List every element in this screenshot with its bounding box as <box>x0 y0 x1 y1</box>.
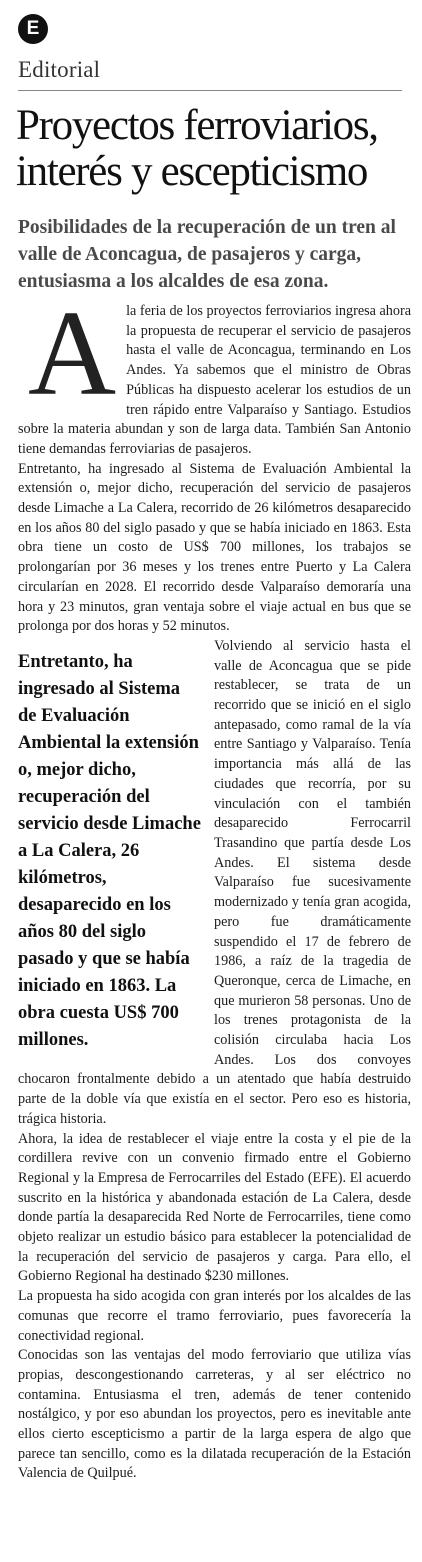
paragraph: Volviendo al servicio hasta el valle de Aconcagua que se pide restablecer, se trata de un recorrido que se inició en el siglo antepasado, como ramal de la vía entre Santiago y Valparaíso. Tenía importancia más allá de las ciudades que recorría, por su vinculación con el también desaparecido Ferrocarril Trasandino que partía desde Los Andes. El sistema desde Valparaíso fue sucesivamente modernizado y tenía gran acogida, pero fue dramáticamente suspendido el 17 de febrero de 1986, a raíz de la tragedia de Queronque, cerca de Limache, en que murieron 58 personas. Uno de los trenes protagonista de la colisión circulaba hacia Los Andes. Los dos convoyes chocaron frontalmente debido a un atentado que había destruido parte de la doble vía que existía en el sector. Pero eso es historia, trágica historia. <box>18 637 411 1127</box>
headline: Proyectos ferroviarios, interés y escepticismo <box>16 102 378 195</box>
subheadline: Posibilidades de la recuperación de un tren al valle de Aconcagua, de pasajeros y carga, entusiasma a los alcaldes de esa zona. <box>18 217 396 292</box>
paragraph: Conocidas son las ventajas del modo ferroviario que utiliza vías propias, descongestionando carreteras, y al ser eléctrico no contamina. Entusiasma el tren, además de tener contenido nostálgico, y por eso abundan los proyectos, pero es inevitable ante ellos cierto escepticismo a partir de la larga espera de algo que parece tan sencillo, como es la dilatada recuperación de la Estación Valencia de Quilpué. <box>18 1347 411 1482</box>
section-label: Editorial <box>18 57 101 82</box>
drop-cap: A <box>28 286 117 421</box>
paragraph: Ahora, la idea de restablecer el viaje entre la costa y el pie de la cordillera revive con un convenio firmado entre el Gobierno Regional y la Empresa de Ferrocarriles del Estado (EFE). El acuerdo suscrito en la histórica y abandonada estación de La Calera, desde donde partía la desaparecida Red Norte de Ferrocarriles, tiene como objeto realizar un estudio básico para establecer la potencialidad de la recuperación del servicio de pasajeros y carga. Para ello, el Gobierno Regional ha destinado $230 millones. <box>18 1130 411 1285</box>
pull-quote: Entretanto, ha ingresado al Sistema de Evaluación Ambiental la extensión o, mejor dicho, recuperación del servicio desde Limache a La Calera, 26 kilómetros, desaparecido en los años 80 del siglo pasado y que se había iniciado en 1863. La obra cuesta US$ 700 millones. <box>18 651 201 1050</box>
article-body <box>18 286 411 1484</box>
paragraph: la feria de los proyectos ferroviarios ingresa ahora la propuesta de recuperar el servicio de pasajeros hasta el valle de Aconcagua, terminando en Los Andes. Ya sabemos que el ministro de Obras Públicas ha dispuesto acelerar los estudios de un tren rápido entre Valparaíso y Santiago. Estudios sobre la materia abundan y son de larga data. También San Antonio tiene demandas ferroviarias de pasajeros. <box>18 303 411 457</box>
section-badge: E <box>18 14 48 44</box>
divider <box>18 90 402 91</box>
paragraph: Entretanto, ha ingresado al Sistema de Evaluación Ambiental la extensión o, mejor dicho, recuperación del servicio de pasajeros desde Limache a La Calera, recorrido de 26 kilómetros desaparecido en los años 80 del siglo pasado y que se había iniciado en 1863. Esta obra tiene un costo de US$ 700 millones, los trabajos se prolongarían por 36 meses y los trenes entre Puerto y La Calera circularían en 2028. El recorrido desde Valparaíso demoraría una hora y 23 minutos, gran ventaja sobre el viaje actual en bus que se prolonga por dos horas y 52 minutos. <box>18 460 411 635</box>
paragraph: La propuesta ha sido acogida con gran interés por los alcaldes de las comunas que recorre el tramo ferroviario, pues favorecería la conectividad regional. <box>18 1288 411 1344</box>
